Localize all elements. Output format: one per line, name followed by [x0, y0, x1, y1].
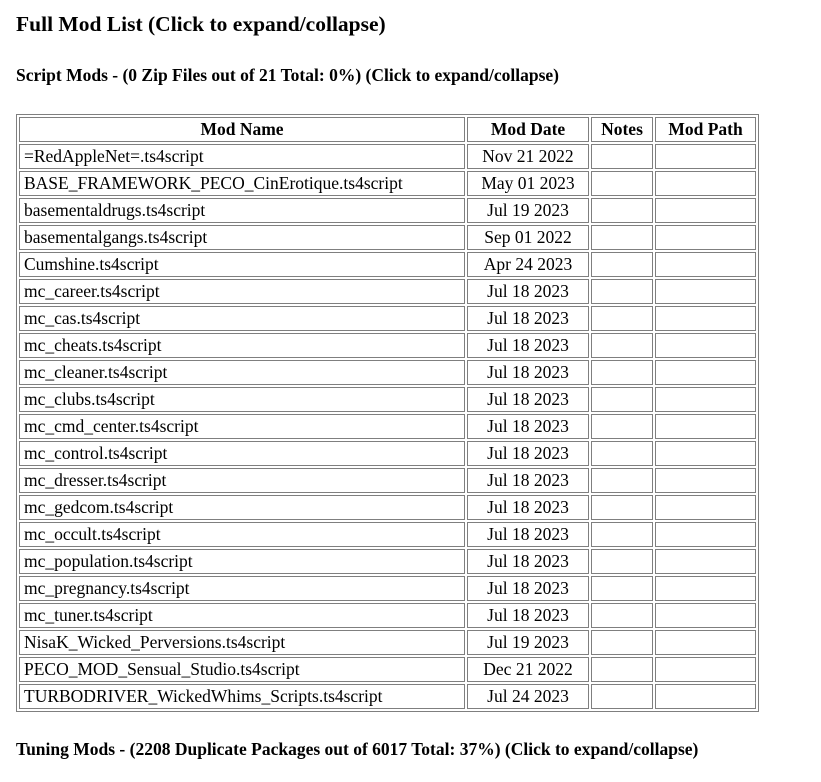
table-row: [19, 387, 756, 412]
column-header-mod-name: Mod Name: [19, 117, 465, 142]
mod-name-cell: PECO_MOD_Sensual_Studio.ts4script: [19, 657, 465, 682]
mod-path-cell: [655, 198, 756, 223]
mod-name-cell: TURBODRIVER_WickedWhims_Scripts.ts4script: [19, 684, 465, 709]
column-header-notes: Notes: [591, 117, 653, 142]
mod-date-cell: Jul 18 2023: [467, 576, 589, 601]
mod-date-cell: Dec 21 2022: [467, 657, 589, 682]
mod-name-cell: mc_population.ts4script: [19, 549, 465, 574]
mod-path-cell: [655, 657, 756, 682]
notes-cell: [591, 144, 653, 169]
column-header-mod-path: Mod Path: [655, 117, 756, 142]
table-row: [19, 252, 756, 277]
notes-cell: [591, 684, 653, 709]
notes-cell: [591, 576, 653, 601]
table-row: [19, 198, 756, 223]
mod-path-cell: [655, 441, 756, 466]
notes-cell: [591, 360, 653, 385]
notes-cell: [591, 441, 653, 466]
notes-cell: [591, 387, 653, 412]
mod-date-cell: Jul 18 2023: [467, 441, 589, 466]
mod-date-cell: Jul 18 2023: [467, 306, 589, 331]
script-mods-heading[interactable]: Script Mods - (0 Zip Files out of 21 Total: 0%) (Click to expand/collapse): [16, 65, 559, 85]
mod-path-cell: [655, 252, 756, 277]
mod-path-cell: [655, 522, 756, 547]
mod-name-cell: Cumshine.ts4script: [19, 252, 465, 277]
notes-cell: [591, 468, 653, 493]
notes-cell: [591, 171, 653, 196]
mod-name-cell: mc_dresser.ts4script: [19, 468, 465, 493]
notes-cell: [591, 252, 653, 277]
mod-path-cell: [655, 360, 756, 385]
table-row: [19, 225, 756, 250]
mod-path-cell: [655, 630, 756, 655]
mod-name-cell: basementalgangs.ts4script: [19, 225, 465, 250]
mod-date-cell: Jul 18 2023: [467, 495, 589, 520]
mod-path-cell: [655, 495, 756, 520]
mod-date-cell: Apr 24 2023: [467, 252, 589, 277]
mod-name-cell: basementaldrugs.ts4script: [19, 198, 465, 223]
table-row: [19, 171, 756, 196]
table-row: [19, 576, 756, 601]
table-row: [19, 306, 756, 331]
table-row: [19, 144, 756, 169]
mod-date-cell: Nov 21 2022: [467, 144, 589, 169]
column-header-mod-date: Mod Date: [467, 117, 589, 142]
table-row: [19, 468, 756, 493]
mod-date-cell: Jul 18 2023: [467, 549, 589, 574]
notes-cell: [591, 549, 653, 574]
mod-date-cell: Jul 24 2023: [467, 684, 589, 709]
table-row: [19, 522, 756, 547]
mod-date-cell: Jul 19 2023: [467, 630, 589, 655]
table-row: [19, 279, 756, 304]
mod-name-cell: mc_occult.ts4script: [19, 522, 465, 547]
table-row: [19, 684, 756, 709]
mod-name-cell: mc_clubs.ts4script: [19, 387, 465, 412]
mod-path-cell: [655, 333, 756, 358]
notes-cell: [591, 414, 653, 439]
notes-cell: [591, 279, 653, 304]
mod-path-cell: [655, 603, 756, 628]
notes-cell: [591, 495, 653, 520]
mod-path-cell: [655, 387, 756, 412]
mod-name-cell: BASE_FRAMEWORK_PECO_CinErotique.ts4script: [19, 171, 465, 196]
notes-cell: [591, 306, 653, 331]
mod-name-cell: mc_cmd_center.ts4script: [19, 414, 465, 439]
table-row: [19, 441, 756, 466]
mod-name-cell: mc_gedcom.ts4script: [19, 495, 465, 520]
mod-name-cell: mc_cleaner.ts4script: [19, 360, 465, 385]
mod-name-cell: mc_tuner.ts4script: [19, 603, 465, 628]
notes-cell: [591, 333, 653, 358]
mod-date-cell: Jul 18 2023: [467, 468, 589, 493]
mod-path-cell: [655, 144, 756, 169]
mod-date-cell: Jul 19 2023: [467, 198, 589, 223]
mod-path-cell: [655, 171, 756, 196]
script-mods-table-body: [19, 144, 756, 709]
notes-cell: [591, 522, 653, 547]
mod-path-cell: [655, 306, 756, 331]
mod-name-cell: mc_cheats.ts4script: [19, 333, 465, 358]
mod-name-cell: =RedAppleNet=.ts4script: [19, 144, 465, 169]
mod-path-cell: [655, 279, 756, 304]
mod-path-cell: [655, 549, 756, 574]
table-row: [19, 630, 756, 655]
mod-date-cell: Sep 01 2022: [467, 225, 589, 250]
notes-cell: [591, 225, 653, 250]
mod-name-cell: mc_control.ts4script: [19, 441, 465, 466]
notes-cell: [591, 603, 653, 628]
full-mod-list-heading[interactable]: Full Mod List (Click to expand/collapse): [16, 12, 386, 36]
mod-date-cell: Jul 18 2023: [467, 603, 589, 628]
table-row: [19, 603, 756, 628]
mod-path-cell: [655, 684, 756, 709]
mod-path-cell: [655, 576, 756, 601]
mod-date-cell: Jul 18 2023: [467, 279, 589, 304]
mod-name-cell: mc_pregnancy.ts4script: [19, 576, 465, 601]
mod-date-cell: Jul 18 2023: [467, 387, 589, 412]
tuning-mods-heading[interactable]: Tuning Mods - (2208 Duplicate Packages out of 6017 Total: 37%) (Click to expand/collapse): [16, 739, 699, 759]
mod-date-cell: May 01 2023: [467, 171, 589, 196]
mod-path-cell: [655, 414, 756, 439]
mod-date-cell: Jul 18 2023: [467, 360, 589, 385]
notes-cell: [591, 657, 653, 682]
mod-name-cell: mc_career.ts4script: [19, 279, 465, 304]
notes-cell: [591, 630, 653, 655]
table-header-row: [19, 117, 756, 142]
mod-name-cell: NisaK_Wicked_Perversions.ts4script: [19, 630, 465, 655]
table-row: [19, 414, 756, 439]
table-row: [19, 495, 756, 520]
mod-date-cell: Jul 18 2023: [467, 522, 589, 547]
table-row: [19, 333, 756, 358]
mod-path-cell: [655, 225, 756, 250]
table-row: [19, 360, 756, 385]
mod-path-cell: [655, 468, 756, 493]
table-row: [19, 549, 756, 574]
mod-date-cell: Jul 18 2023: [467, 414, 589, 439]
table-row: [19, 657, 756, 682]
mod-name-cell: mc_cas.ts4script: [19, 306, 465, 331]
mod-date-cell: Jul 18 2023: [467, 333, 589, 358]
notes-cell: [591, 198, 653, 223]
script-mods-table: [16, 114, 759, 712]
